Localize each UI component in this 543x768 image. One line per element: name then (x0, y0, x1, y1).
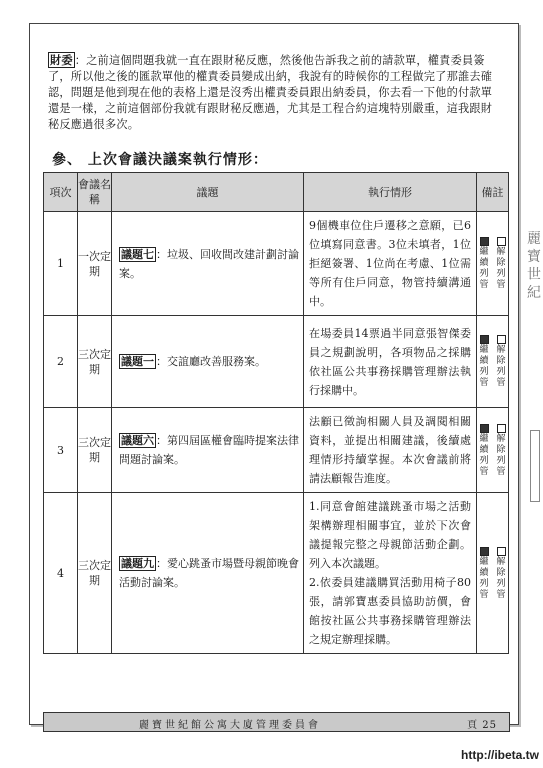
agenda-text: ：愛心跳蚤市場暨母親節晚會活動討論案。 (119, 557, 299, 589)
cancel-checkbox (494, 335, 508, 389)
row-note (477, 212, 509, 316)
row-agenda (112, 408, 304, 493)
row-note (477, 493, 509, 654)
checked-box-icon (480, 335, 489, 344)
continue-checkbox (477, 424, 491, 478)
table-row (44, 212, 509, 316)
header-note-text: 備註 (481, 185, 504, 199)
empty-box-icon (497, 547, 506, 556)
continue-checkbox (477, 547, 491, 601)
row-status: 在場委員14票過半同意張智傑委員之規劃說明，各項物品之採購依社區公共事務採購管理辦法執行採購中。 (304, 316, 477, 408)
page-number: 頁 25 (467, 720, 497, 731)
row-no: 3 (44, 408, 78, 493)
header-no-text: 項次 (49, 185, 72, 199)
binder-tab (530, 430, 540, 502)
agenda-text: ：第四屆區權會臨時提案法律問題討論案。 (119, 434, 299, 466)
cancel-label: 解除列管 (496, 433, 506, 477)
header-status: 執行情形 (304, 173, 477, 212)
checked-box-icon (480, 424, 489, 433)
intro-paragraph (48, 52, 500, 133)
header-type (78, 173, 112, 212)
table-header-row (44, 173, 509, 212)
continue-checkbox (477, 237, 491, 291)
continue-label: 繼續列管 (479, 556, 489, 600)
resolution-table (43, 172, 509, 654)
agenda-text: ：垃圾、回收間改建計劃討論案。 (119, 247, 299, 280)
header-type-text: 會議名稱 (78, 178, 111, 206)
empty-box-icon (497, 335, 506, 344)
table-row (44, 408, 509, 493)
empty-box-icon (497, 237, 506, 246)
row-type: 三次定期 (78, 408, 112, 493)
row-agenda (112, 316, 304, 408)
speaker-tag: 財委 (50, 53, 73, 67)
row-status: 1.同意會館建議跳蚤市場之活動架構辦理相關事宜，並於下次會議提報完整之母親節活動企劃。列入本次議題。 2.依委員建議購買活動用椅子80張，請郭寶惠委員協助訪價，會館按社區公共事務採購管理辦法之規定辦理採購。 (304, 493, 477, 654)
intro-text: ：之前這個問題我就一直在跟財秘反應，然後他告訴我之前的請款單，權責委員簽了，所以他之後的匯款單他的權責委員變成出納，我說有的時候你的工程做完了那誰去確認，問題是他到現在他的表格上還是沒秀出權責委員跟出納委員，你去看一下他的付款單還是一樣，之前這個部份我就有跟財秘反應過，尤其是工程合約這塊特別嚴重，這我跟財秘反應過很多次。 (48, 54, 493, 131)
checked-box-icon (480, 547, 489, 556)
agenda-text: ：交誼廳改善服務案。 (156, 355, 266, 368)
table-row (44, 493, 509, 654)
checked-box-icon (480, 237, 489, 246)
continue-label: 繼續列管 (479, 433, 489, 477)
agenda-label: 議題一 (121, 355, 154, 368)
header-no (44, 173, 78, 212)
continue-checkbox (477, 335, 491, 389)
watermark: http://ibeta.tw (461, 748, 539, 762)
binder-spine-text: 麗寶世紀 (527, 231, 541, 301)
row-agenda (112, 493, 304, 654)
row-agenda (112, 212, 304, 316)
row-status: 法顧已徵詢相關人員及調閱相關資料，並提出相關建議，後續處理情形持續掌握。本次會議前將請法顧報告進度。 (304, 408, 477, 493)
row-note (477, 408, 509, 493)
cancel-checkbox (494, 547, 508, 601)
agenda-label: 議題七 (121, 247, 154, 261)
row-no: 4 (44, 493, 78, 654)
row-no: 2 (44, 316, 78, 408)
cancel-label: 解除列管 (496, 556, 506, 600)
cancel-label: 解除列管 (496, 247, 506, 290)
row-type: 三次定期 (78, 316, 112, 408)
empty-box-icon (497, 424, 506, 433)
row-type: 一次定期 (78, 212, 112, 316)
header-note (477, 173, 509, 212)
footer-org: 麗寶世紀館公寓大廈管理委員會 (139, 720, 321, 731)
row-note (477, 316, 509, 408)
section-title: 參、 上次會議決議案執行情形： (52, 152, 268, 168)
continue-label: 繼續列管 (479, 247, 489, 290)
table-row (44, 316, 509, 408)
cancel-checkbox (494, 237, 508, 291)
continue-label: 繼續列管 (479, 345, 489, 388)
agenda-label: 議題六 (121, 434, 154, 447)
cancel-checkbox (494, 424, 508, 478)
row-type: 三次定期 (78, 493, 112, 654)
agenda-label: 議題九 (121, 557, 154, 570)
page-footer (43, 712, 510, 732)
row-status: 9個機車位住戶遷移之意願，已6位填寫同意書。3位未填者，1位拒絕簽署、1位尚在考慮、1位需等所有住戶同意，物管持續溝通中。 (304, 212, 477, 316)
cancel-label: 解除列管 (496, 345, 506, 388)
header-agenda: 議題 (112, 173, 304, 212)
row-no: 1 (44, 212, 78, 316)
